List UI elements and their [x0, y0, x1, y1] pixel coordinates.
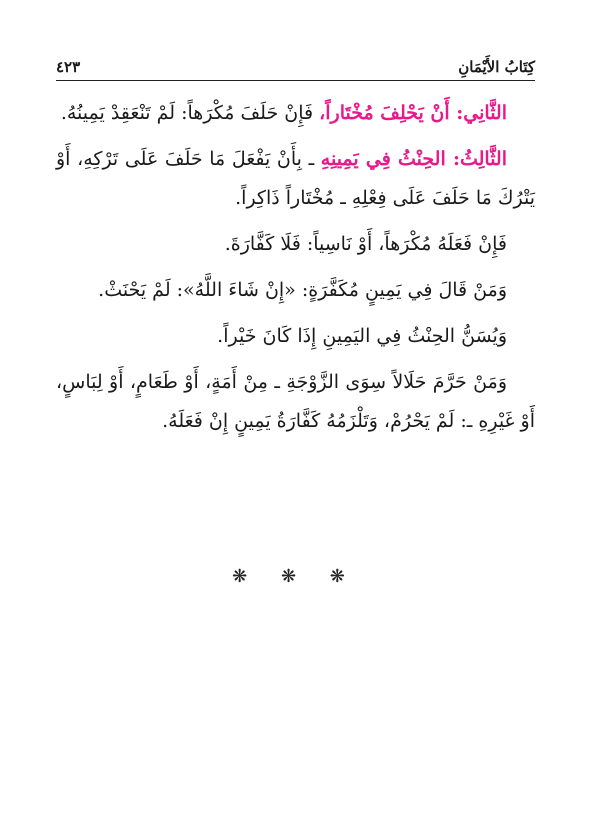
- paragraph-forbidding-lawful: وَمَنْ حَرَّمَ حَلَالاً سِوَى الزَّوْجَةِ ـ مِنْ أَمَةٍ، أَوْ طَعَامٍ، أَوْ لِبَاسٍ، أَوْ غَيْرِهِ ـ: لَمْ يَحْرُمْ، وَتَلْزَمُهُ كَفَّارَةُ يَمِينٍ إِنْ فَعَلَهُ.: [56, 371, 535, 432]
- page-number: ٤٢٣: [56, 58, 81, 76]
- page-body: [56, 94, 535, 448]
- page-header: [56, 52, 535, 81]
- paragraph-text: فَإِنْ حَلَفَ مُكْرَهاً: لَمْ تَنْعَقِدْ يَمِينُهُ.: [60, 102, 320, 124]
- paragraph-heading: الثَّانِي: أَنْ يَحْلِفَ مُخْتَاراً،: [319, 102, 507, 124]
- paragraph-no-expiation: فَإِنْ فَعَلَهُ مُكْرَهاً، أَوْ نَاسِياً: فَلَا كَفَّارَةَ.: [224, 233, 507, 255]
- running-title: كِتَابُ الأَيْمَانِ: [458, 58, 535, 76]
- section-divider-ornament: ❋ ❋ ❋: [232, 566, 359, 587]
- paragraph-third-condition: [56, 140, 535, 218]
- paragraph-breaking-oath: وَيُسَنُّ الحِنْثُ فِي اليَمِينِ إِذَا كَانَ خَيْراً.: [217, 325, 507, 347]
- paragraph-insha-allah: وَمَنْ قَالَ فِي يَمِينٍ مُكَفَّرَةٍ: «إِنْ شَاءَ اللَّهُ»: لَمْ يَحْنَثْ.: [98, 279, 507, 301]
- paragraph-heading: الثَّالِثُ: الحِنْثُ فِي يَمِينِهِ: [320, 148, 507, 170]
- paragraph-text: ـ بِأَنْ يَفْعَلَ مَا حَلَفَ عَلَى تَرْكِهِ، أَوْ يَتْرُكَ مَا حَلَفَ عَلَى فِعْلِهِ ـ مُخْتَاراً ذَاكِراً.: [56, 148, 535, 209]
- paragraph-second-condition: [56, 94, 535, 133]
